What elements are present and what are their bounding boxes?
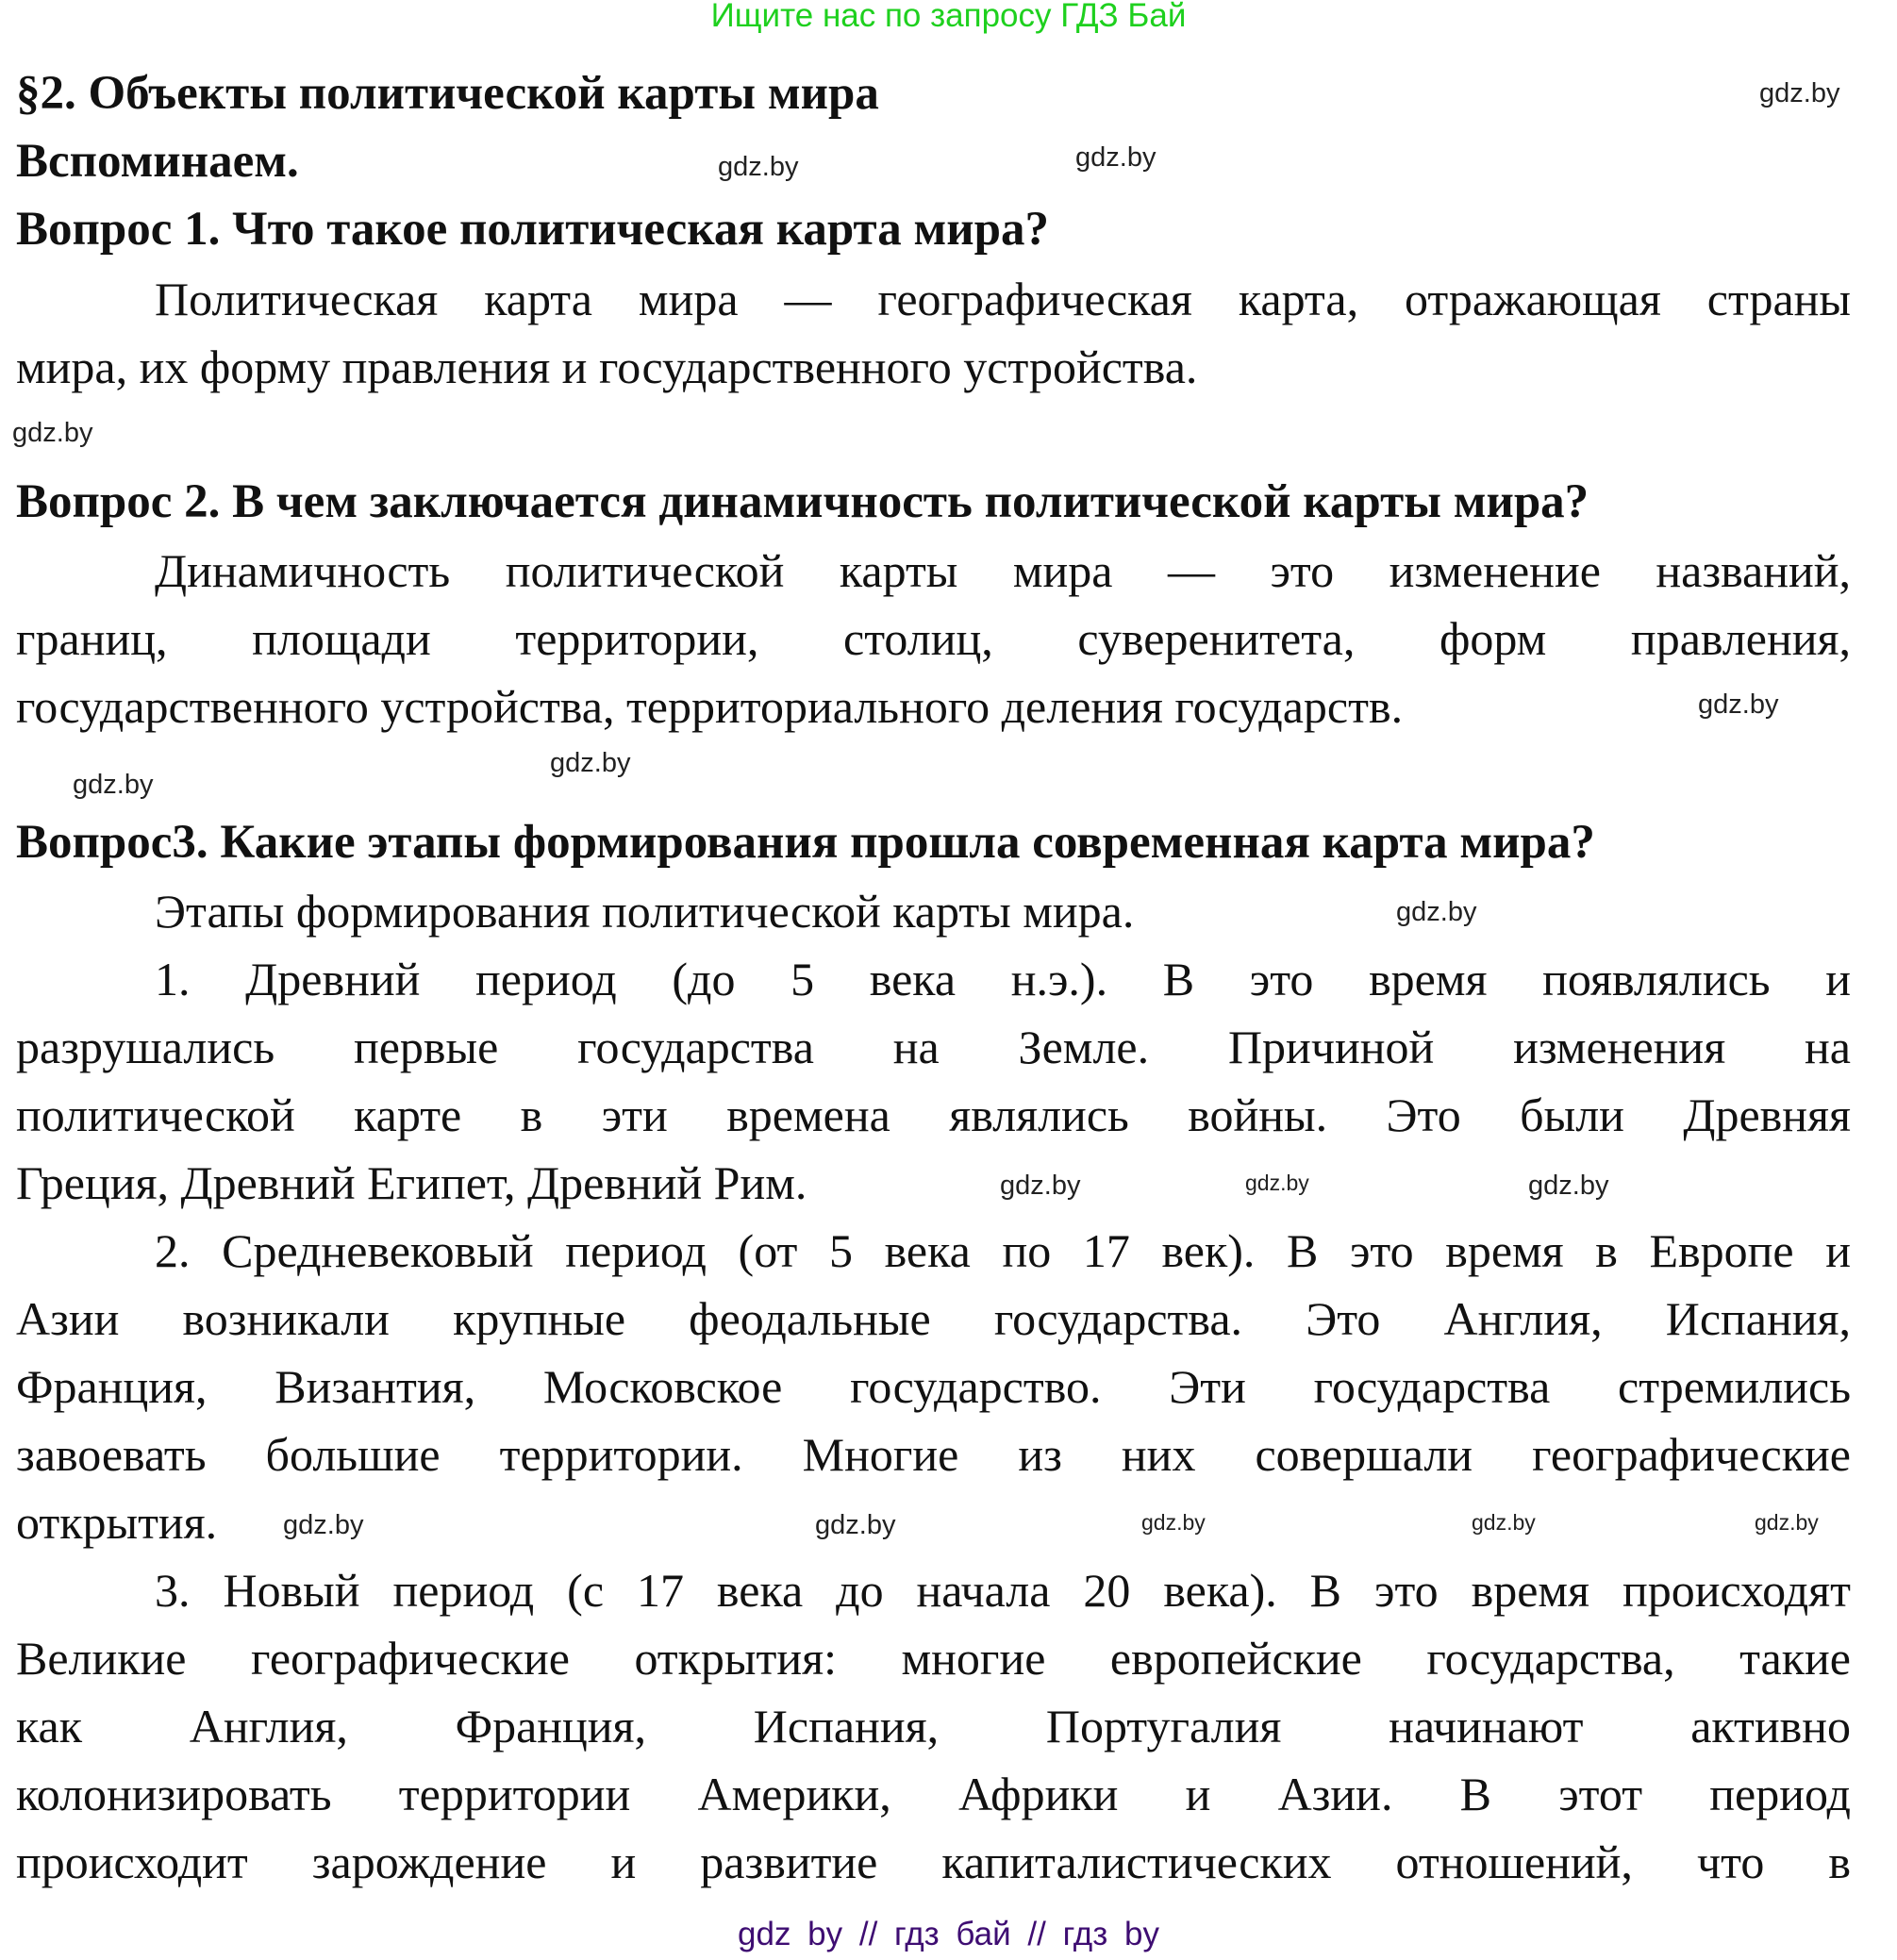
watermark: gdz.by xyxy=(1000,1171,1081,1201)
watermark: gdz.by xyxy=(1141,1510,1206,1535)
answer-line: разрушались первые государства на Земле. Причиной изменения на xyxy=(16,1021,1851,1073)
watermark: gdz.by xyxy=(1396,897,1477,927)
answer-line: Политическая карта мира — географическая карта, отражающая страны xyxy=(155,273,1851,325)
answer-line: происходит зарождение и развитие капиталистических отношений, что в xyxy=(16,1835,1851,1888)
question-2: Вопрос 2. В чем заключается динамичность политической карты мира? xyxy=(16,475,1589,528)
footer-banner: gdz by // гдз бай // гдз by xyxy=(738,1916,1159,1952)
answer-line: Этапы формирования политической карты мира. xyxy=(155,885,1135,938)
answer-line: мира, их форму правления и государственного устройства. xyxy=(16,341,1198,393)
answer-line: 1. Древний период (до 5 века н.э.). В это время появлялись и xyxy=(155,953,1851,1005)
section-subtitle: Вспоминаем. xyxy=(16,135,299,188)
answer-line: 3. Новый период (с 17 века до начала 20 века). В это время происходят xyxy=(155,1564,1851,1617)
header-banner: Ищите нас по запросу ГДЗ Бай xyxy=(710,0,1187,34)
answer-line: государственного устройства, территориального деления государств. xyxy=(16,680,1404,733)
page-title: §2. Объекты политической карты мира xyxy=(16,67,879,120)
answer-line: Франция, Византия, Московское государство. Эти государства стремились xyxy=(16,1360,1851,1413)
watermark: gdz.by xyxy=(1075,142,1157,173)
answer-line: Греция, Древний Египет, Древний Рим. xyxy=(16,1156,807,1209)
watermark: gdz.by xyxy=(73,770,154,800)
watermark: gdz.by xyxy=(1528,1171,1609,1201)
watermark: gdz.by xyxy=(718,152,799,182)
answer-line: Азии возникали крупные феодальные государства. Это Англия, Испания, xyxy=(16,1292,1851,1345)
watermark: gdz.by xyxy=(1759,78,1840,108)
answer-line: открытия. xyxy=(16,1496,218,1549)
watermark: gdz.by xyxy=(1755,1510,1819,1535)
answer-line: политической карте в эти времена являлись войны. Это были Древняя xyxy=(16,1088,1851,1141)
watermark: gdz.by xyxy=(550,748,631,778)
watermark: gdz.by xyxy=(815,1510,896,1540)
watermark: gdz.by xyxy=(283,1510,364,1540)
question-3: Вопрос3. Какие этапы формирования прошла современная карта мира? xyxy=(16,816,1595,869)
answer-line: 2. Средневековый период (от 5 века по 17 век). В это время в Европе и xyxy=(155,1224,1851,1277)
question-1: Вопрос 1. Что такое политическая карта мира? xyxy=(16,203,1049,256)
answer-line: границ, площади территории, столиц, суверенитета, форм правления, xyxy=(16,612,1851,665)
answer-line: завоевать большие территории. Многие из них совершали географические xyxy=(16,1428,1851,1481)
answer-line: колонизировать территории Америки, Африки и Азии. В этот период xyxy=(16,1768,1851,1820)
watermark: gdz.by xyxy=(1245,1171,1309,1195)
watermark: gdz.by xyxy=(12,418,93,448)
watermark: gdz.by xyxy=(1472,1510,1536,1535)
answer-line: как Англия, Франция, Испания, Португалия начинают активно xyxy=(16,1700,1851,1752)
watermark: gdz.by xyxy=(1698,689,1779,720)
answer-line: Великие географические открытия: многие европейские государства, такие xyxy=(16,1632,1851,1685)
answer-line: Динамичность политической карты мира — это изменение названий, xyxy=(155,544,1851,597)
